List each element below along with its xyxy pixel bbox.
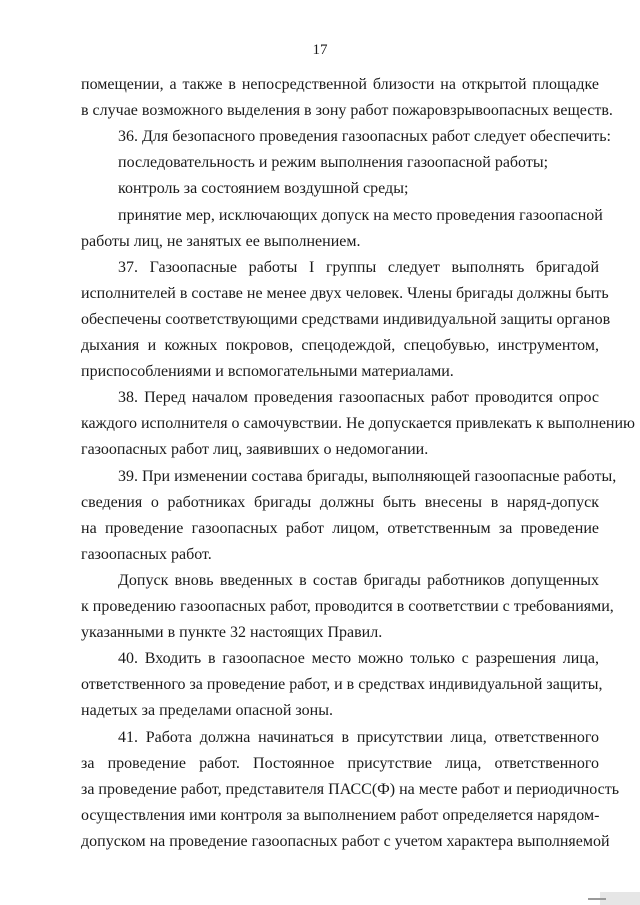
text-line: дыхания и кожных покровов, спецодеждой, спецобувью, инструментом, [81,337,599,354]
text-line: 40. Входить в газоопасное место можно только с разрешения лица, [118,650,599,667]
text-line: помещении, а также в непосредственной близости на открытой площадке [81,76,599,93]
text-line: за проведение работ, представителя ПАСС(Ф) на месте работ и периодичность [81,781,620,798]
text-line: газоопасных работ лиц, заявивших о недомогании. [81,441,429,458]
text-line: работы лиц, не занятых ее выполнением. [81,233,361,250]
text-line: исполнителей в составе не менее двух человек. Члены бригады должны быть [81,285,609,302]
text-line: 41. Работа должна начинаться в присутствии лица, ответственного [118,729,599,746]
text-line: каждого исполнителя о самочувствии. Не допускается привлекать к выполнению [81,415,636,432]
scan-mark-artifact [588,898,606,900]
text-line: 38. Перед началом проведения газоопасных работ проводится опрос [118,389,599,406]
text-line: газоопасных работ. [81,546,212,563]
text-line: 37. Газоопасные работы I группы следует выполнять бригадой [118,259,599,276]
text-line: в случае возможного выделения в зону работ пожаровзрывоопасных веществ. [81,102,613,119]
text-line: принятие мер, исключающих допуск на место проведения газоопасной [118,207,603,224]
text-line: последовательность и режим выполнения газоопасной работы; [118,154,549,171]
text-line: осуществления ими контроля за выполнением работ определяется нарядом- [81,807,600,824]
text-line: приспособлениями и вспомогательными материалами. [81,363,454,380]
text-line: 36. Для безопасного проведения газоопасных работ следует обеспечить: [118,128,611,145]
scan-edge-artifact [600,892,640,905]
text-line: ответственного за проведение работ, и в средствах индивидуальной защиты, [81,676,603,693]
text-line: надетых за пределами опасной зоны. [81,702,333,719]
text-line: на проведение газоопасных работ лицом, ответственным за проведение [81,520,599,537]
text-line: 39. При изменении состава бригады, выполняющей газоопасные работы, [118,468,617,485]
text-line: за проведение работ. Постоянное присутствие лица, ответственного [81,755,599,772]
text-line: к проведению газоопасных работ, проводится в соответствии с требованиями, [81,598,614,615]
text-line: указанными в пункте 32 настоящих Правил. [81,624,383,641]
text-line: контроль за состоянием воздушной среды; [118,180,409,197]
text-line: допуском на проведение газоопасных работ с учетом характера выполняемой [81,833,610,850]
text-line: сведения о работниках бригады должны быть внесены в наряд-допуск [81,494,599,511]
text-line: обеспечены соответствующими средствами индивидуальной защиты органов [81,311,611,328]
text-line: Допуск вновь введенных в состав бригады работников допущенных [118,572,599,589]
page-number: 17 [312,42,328,58]
